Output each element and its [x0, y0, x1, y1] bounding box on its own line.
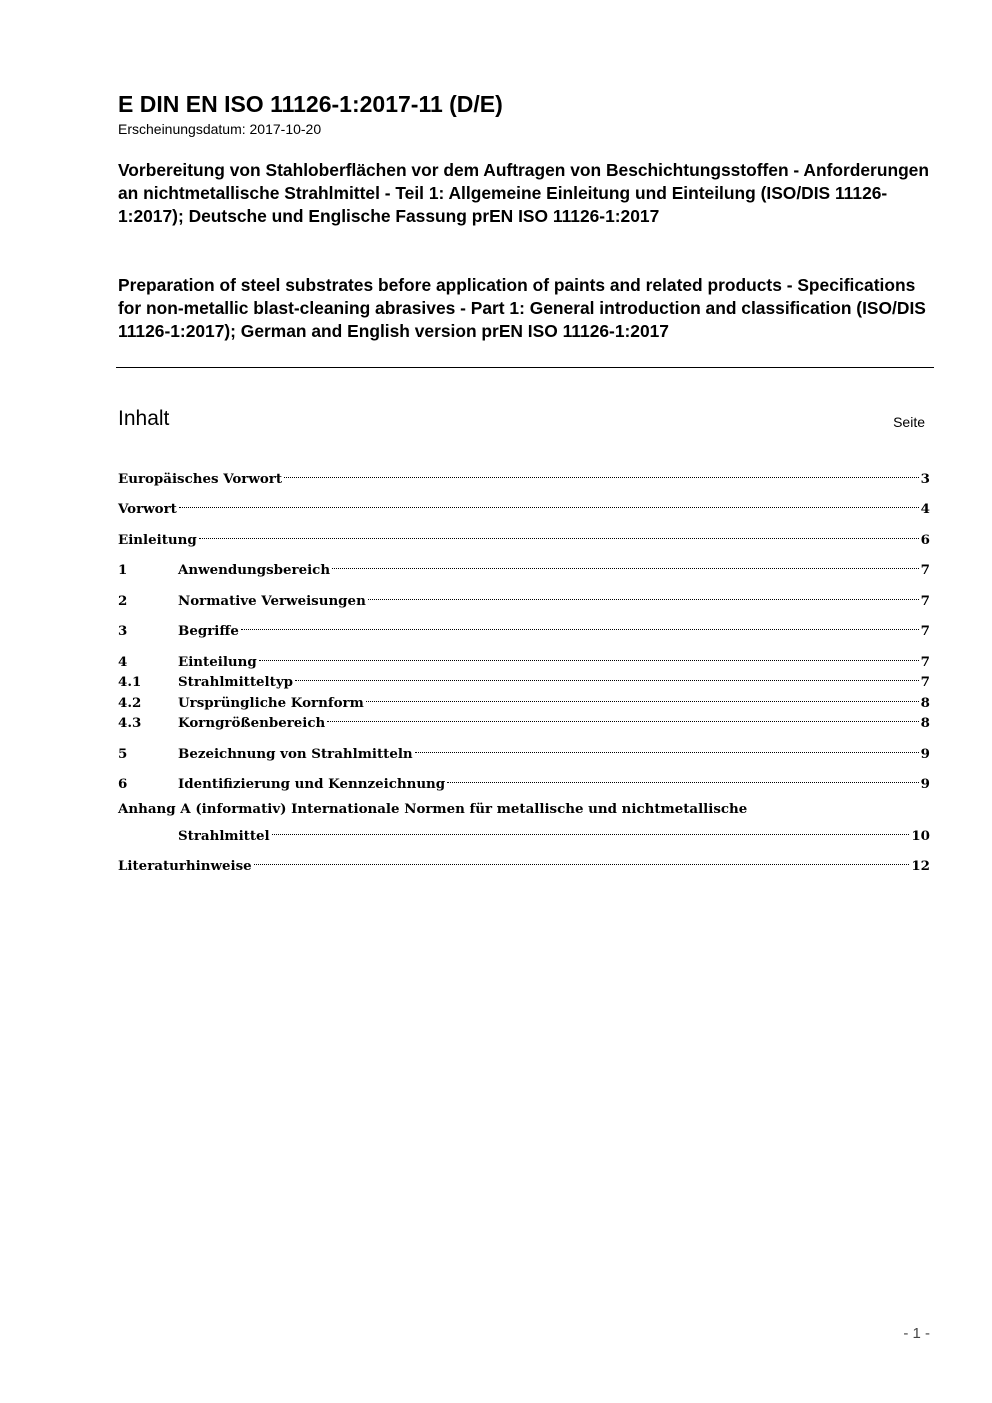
toc-entry-number: 2 [118, 593, 128, 609]
toc-entry-page: 9 [920, 776, 930, 792]
toc-entry-annex-a-continued[interactable] [178, 820, 930, 844]
toc-entry-page: 9 [920, 746, 930, 762]
toc-leader-dots [366, 687, 919, 707]
title-divider [116, 367, 934, 368]
toc-leader-dots [447, 768, 919, 788]
toc-entry-title: Einteilung [178, 654, 257, 670]
page-number: - 1 - [903, 1325, 930, 1342]
toc-entry-section-4-3[interactable] [118, 707, 930, 731]
toc-entry-page: 7 [920, 674, 930, 690]
toc-leader-dots [415, 738, 919, 758]
toc-leader-dots [327, 707, 918, 727]
toc-leader-dots [272, 820, 910, 840]
toc-leader-dots [199, 524, 919, 544]
toc-entry-annex-a[interactable]: Anhang A (informativ) Internationale Normen für metallische und nichtmetallische [118, 801, 748, 817]
toc-entry-section-1[interactable] [118, 554, 930, 578]
toc-entry-page: 12 [911, 858, 930, 874]
toc-entry-section-6[interactable] [118, 768, 930, 792]
toc-heading: Inhalt [118, 407, 170, 430]
document-id: E DIN EN ISO 11126-1:2017-11 (D/E) [118, 91, 503, 117]
title-german: Vorbereitung von Stahloberflächen vor dem Auftragen von Beschichtungsstoffen - Anforderungen an nichtmetallische Strahlmittel - Teil 1: Allgemeine Einleitung und Einteilung (ISO/DIS 11126-1:2017); Deutsche und Englische Fassung prEN ISO 11126-1:2017 [118, 160, 929, 226]
toc-entry-number: 5 [118, 746, 128, 762]
toc-entry-number: 6 [118, 776, 128, 792]
toc-entry-page: 8 [920, 715, 930, 731]
toc-entry-section-4[interactable] [118, 646, 930, 670]
toc-entry-number: 4.2 [118, 695, 142, 711]
toc-entry-title: Strahlmittel [178, 828, 270, 844]
toc-entry-page: 7 [920, 654, 930, 670]
toc-entry-title: Identifizierung und Kennzeichnung [178, 776, 446, 792]
toc-entry-number: 1 [118, 562, 128, 578]
toc-entry-page: 4 [920, 501, 930, 517]
toc-leader-dots [179, 493, 919, 513]
title-english: Preparation of steel substrates before application of paints and related products - Specifications for non-metallic blast-cleaning abrasives - Part 1: General introduction and classification (ISO/DIS 11126-1:2017); German and English version prEN ISO 11126-1:2017 [118, 275, 926, 341]
toc-entry-title: Literaturhinweise [118, 858, 252, 874]
toc-leader-dots [254, 850, 910, 870]
toc-entry-number: 3 [118, 623, 128, 639]
toc-entry-introduction[interactable] [118, 524, 930, 548]
toc-entry-section-4-2[interactable] [118, 687, 930, 711]
toc-entry-title: Bezeichnung von Strahlmitteln [178, 746, 413, 762]
toc-entry-title: Europäisches Vorwort [118, 471, 283, 487]
toc-entry-title: Normative Verweisungen [178, 593, 366, 609]
toc-entry-number: 4 [118, 654, 128, 670]
toc-entry-section-4-1[interactable] [118, 666, 930, 690]
toc-entry-title: Begriffe [178, 623, 239, 639]
toc-entry-title: Einleitung [118, 532, 197, 548]
toc-entry-title: Vorwort [118, 501, 177, 517]
toc-leader-dots [259, 646, 919, 666]
toc-leader-dots [332, 554, 919, 574]
toc-page-label: Seite [893, 414, 925, 430]
toc-entry-page: 7 [920, 593, 930, 609]
toc-leader-dots [284, 463, 919, 483]
toc-entry-section-5[interactable] [118, 738, 930, 762]
toc-entry-section-2[interactable] [118, 585, 930, 609]
publication-date: Erscheinungsdatum: 2017-10-20 [118, 121, 322, 137]
toc-entry-section-3[interactable] [118, 615, 930, 639]
toc-entry-page: 7 [920, 623, 930, 639]
toc-entry-title: Strahlmitteltyp [178, 674, 293, 690]
toc-leader-dots [368, 585, 919, 605]
toc-entry-title: Anwendungsbereich [178, 562, 331, 578]
toc-entry-number: 4.1 [118, 674, 142, 690]
toc-entry-foreword[interactable] [118, 493, 930, 517]
toc-entry-european-foreword[interactable] [118, 463, 930, 487]
toc-entry-title: Ursprüngliche Kornform [178, 695, 364, 711]
toc-entry-page: 6 [920, 532, 930, 548]
toc-entry-bibliography[interactable] [118, 850, 930, 874]
toc-entry-number: 4.3 [118, 715, 142, 731]
toc-entry-page: 10 [911, 828, 930, 844]
toc-entry-title: Korngrößenbereich [178, 715, 326, 731]
toc-entry-page: 3 [920, 471, 930, 487]
toc-entry-page: 7 [920, 562, 930, 578]
toc-leader-dots [241, 615, 919, 635]
toc-entry-page: 8 [920, 695, 930, 711]
toc-leader-dots [295, 666, 919, 686]
